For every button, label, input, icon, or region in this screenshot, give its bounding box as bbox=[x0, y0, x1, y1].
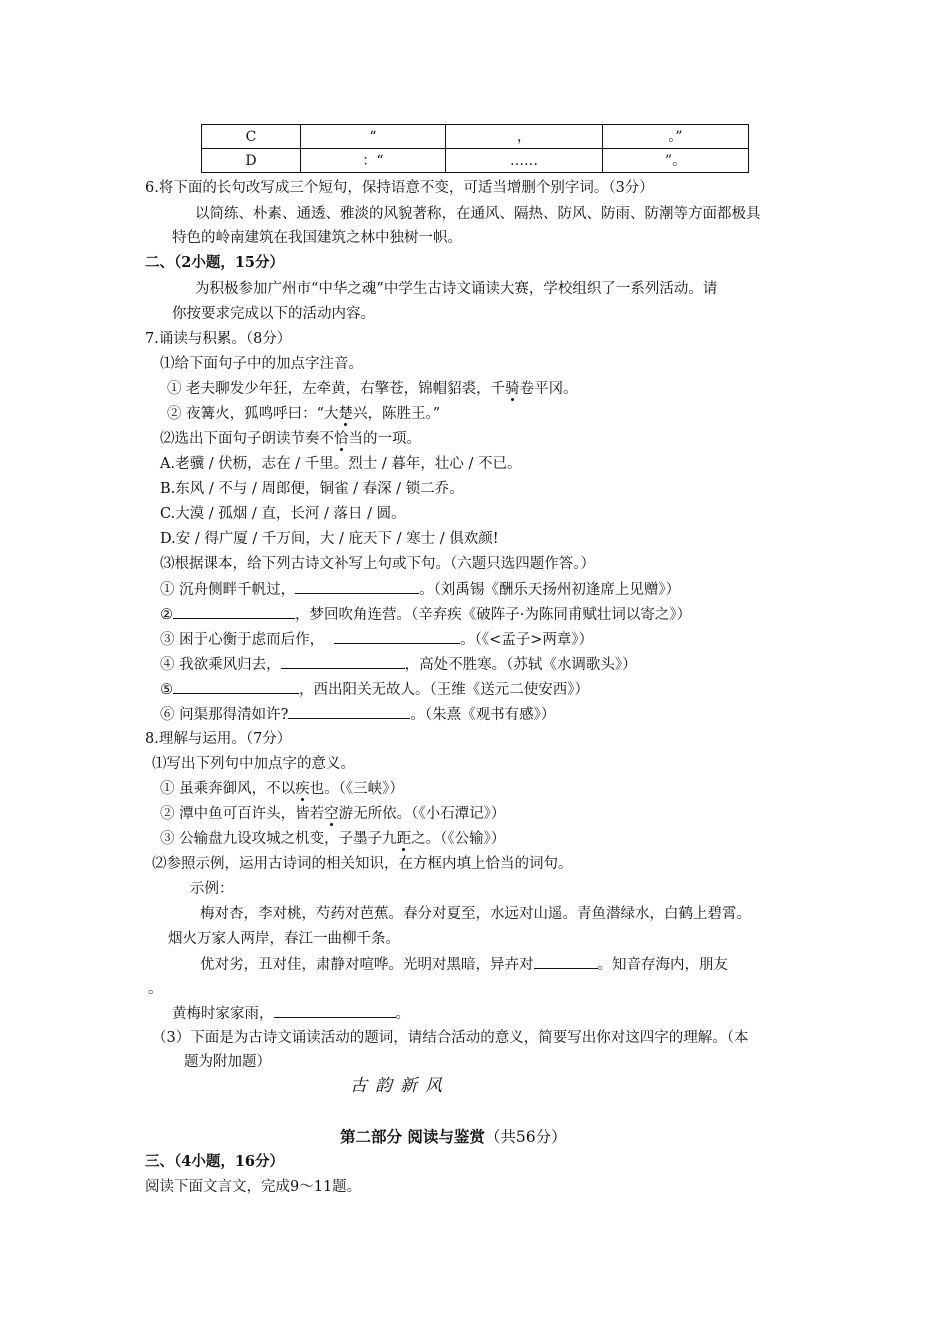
text: ④ 我欲乘风归去， bbox=[160, 657, 281, 673]
q6-stem: 6.将下面的长句改写成三个短句，保持语意不变，可适当增删个别字词。（3分） bbox=[145, 180, 654, 196]
motto-text: 古韵新风 bbox=[350, 1076, 450, 1096]
answer-blank[interactable] bbox=[295, 579, 419, 594]
answer-blank[interactable] bbox=[534, 954, 598, 969]
q8-part3: （3）下面是为古诗文诵读活动的题词，请结合活动的意义，简要写出你对这四字的理解。（本 bbox=[152, 1030, 749, 1046]
text: 黄梅时家家雨， bbox=[172, 1006, 274, 1022]
q7-option-d: D.安 / 得广厦 / 千万间，大 / 庇天下 / 寒士 / 俱欢颜! bbox=[160, 531, 499, 547]
q8-stem: 8.理解与运用。（7分） bbox=[145, 731, 292, 747]
text: 卷平冈。 bbox=[519, 381, 578, 397]
q7-stem: 7.诵读与积累。（8分） bbox=[145, 331, 292, 347]
q8-part1: ⑴写出下列句中加点字的意义。 bbox=[152, 756, 355, 772]
table-cell: “ bbox=[301, 125, 446, 149]
q6-text-line: 以简练、朴素、通透、雅淡的风貌著称，在通风、隔热、防风、防雨、防潮等方面都极具 bbox=[195, 206, 761, 222]
answer-blank[interactable] bbox=[334, 629, 460, 644]
q7-option-a: A.老骥 / 伏枥，志在 / 千里。烈士 / 暮年，壮心 / 不已。 bbox=[160, 456, 522, 472]
answer-blank[interactable] bbox=[281, 654, 405, 669]
example-line: 烟火万家人两岸，春江一曲柳千条。 bbox=[168, 931, 400, 947]
q8-part2: ⑵参照示例，运用古诗词的相关知识，在方框内填上恰当的词句。 bbox=[152, 856, 573, 872]
q7-fill-2 bbox=[160, 604, 691, 625]
q7-option-b: B.东风 / 不与 / 周郎便，铜雀 / 春深 / 锁二乔。 bbox=[160, 481, 464, 497]
text: ⑤ bbox=[160, 682, 173, 698]
q7-part1: ⑴给下面句子中的加点字注音。 bbox=[160, 356, 363, 372]
part2-title bbox=[340, 1127, 567, 1147]
dotted-char: 骑 bbox=[505, 381, 520, 397]
q7-part2 bbox=[160, 429, 421, 449]
text: 的一项。 bbox=[363, 431, 421, 447]
section-3-intro: 阅读下面文言文，完成9～11题。 bbox=[145, 1179, 362, 1195]
text: ① 老夫聊发少年狂，左牵黄，右擎苍，锦帽貂裘，千 bbox=[167, 381, 506, 397]
text: 第二部分 阅读与鉴赏 bbox=[340, 1127, 485, 1146]
text: 之。（《公输》） bbox=[411, 831, 506, 847]
answer-blank[interactable] bbox=[173, 679, 299, 694]
text: （共56分） bbox=[484, 1128, 567, 1146]
text: ③ 公输盘九设攻城之机变，子墨子九 bbox=[160, 831, 397, 847]
text: 游无所依。（《小石潭记》） bbox=[338, 806, 506, 822]
text: 。（朱熹《观书有感》） bbox=[410, 707, 556, 723]
dotted-char: 空 bbox=[324, 806, 339, 822]
text: ⑵选出下面句子朗读节奏 bbox=[160, 431, 320, 447]
text: ⑥ 问渠那得清如许? bbox=[160, 707, 289, 723]
q7-sentence-2 bbox=[167, 404, 440, 424]
section-2-intro: 为积极参加广州市“中华之魂”中学生古诗文诵读大赛，学校组织了一系列活动。请 bbox=[195, 281, 718, 297]
answer-options-table bbox=[201, 124, 749, 173]
q8-part3: 题为附加题） bbox=[184, 1054, 271, 1070]
q7-sentence-1 bbox=[167, 379, 578, 399]
answer-blank[interactable] bbox=[288, 704, 410, 719]
answer-blank[interactable] bbox=[274, 1003, 396, 1018]
q7-fill-5 bbox=[160, 679, 589, 700]
q8-sentence-2 bbox=[160, 804, 505, 824]
text: ，高处不胜寒。（苏轼《水调歌头》） bbox=[404, 657, 637, 673]
section-2-heading: 二、（2小题，15分） bbox=[145, 254, 285, 271]
text: ① 虽乘奔御风，不以 bbox=[160, 781, 296, 797]
q8-task-end: 。 bbox=[148, 981, 163, 997]
text: 。 bbox=[395, 1006, 410, 1022]
text: ② 潭中鱼可百许头，皆若 bbox=[160, 806, 325, 822]
table-cell: …… bbox=[446, 149, 603, 173]
text: ③ 困于心衡于虑而后作， bbox=[160, 632, 325, 648]
q8-sentence-3 bbox=[160, 829, 505, 849]
section-2-intro: 你按要求完成以下的活动内容。 bbox=[172, 306, 375, 322]
q8-task-line-2 bbox=[172, 1003, 410, 1024]
q8-task-line bbox=[200, 954, 728, 975]
text: ，西出阳关无故人。（王维《送元二使安西》） bbox=[299, 682, 589, 698]
q7-option-c: C.大漠 / 孤烟 / 直，长河 / 落日 / 圆。 bbox=[160, 506, 406, 522]
q7-fill-1 bbox=[160, 579, 680, 600]
table-cell: 。” bbox=[603, 125, 749, 149]
dotted-char: 不恰当 bbox=[319, 431, 363, 447]
section-3-heading: 三、（4小题，16分） bbox=[145, 1153, 285, 1170]
q7-fill-6 bbox=[160, 704, 555, 725]
text: ② 夜篝火，狐鸣呼曰：“大 bbox=[167, 406, 339, 422]
dotted-char: 楚 bbox=[338, 406, 354, 422]
q8-sentence-1 bbox=[160, 779, 404, 799]
table-cell: ”。 bbox=[603, 149, 749, 173]
text: 。（《<孟子>两章》） bbox=[460, 632, 594, 648]
table-cell: ， bbox=[446, 125, 603, 149]
text: 兴，陈胜王。” bbox=[353, 406, 441, 422]
table-row bbox=[202, 125, 749, 149]
dotted-char: 疾 bbox=[295, 781, 310, 797]
table-cell: C bbox=[202, 125, 301, 149]
text: ② bbox=[160, 607, 173, 623]
q7-fill-3 bbox=[160, 629, 593, 650]
answer-blank[interactable] bbox=[173, 604, 295, 619]
q7-fill-4 bbox=[160, 654, 637, 675]
text: ① 沉舟侧畔千帆过， bbox=[160, 582, 296, 598]
text: 也。（《三峡》） bbox=[309, 781, 404, 797]
text: 优对劣，丑对佳，肃静对喧哗。光明对黑暗，异卉对 bbox=[200, 957, 534, 973]
text: 。知音存海内，朋友 bbox=[597, 957, 728, 973]
example-label: 示例： bbox=[190, 881, 234, 897]
text: ，梦回吹角连营。（辛弃疾《破阵子·为陈同甫赋壮词以寄之》） bbox=[295, 607, 692, 623]
q7-part3: ⑶根据课本，给下列古诗文补写上句或下句。（六题只选四题作答。） bbox=[160, 556, 595, 572]
table-row bbox=[202, 149, 749, 173]
text: 。（刘禹锡《酬乐天扬州初逢席上见赠》） bbox=[419, 582, 681, 598]
table-cell: ：“ bbox=[301, 149, 446, 173]
example-line: 梅对杏，李对桃，芍药对芭蕉。春分对夏至，水远对山遥。青鱼潜绿水，白鹤上碧霄。 bbox=[200, 906, 751, 922]
table-cell: D bbox=[202, 149, 301, 173]
dotted-char: 距 bbox=[396, 831, 412, 847]
q6-text-line: 特色的岭南建筑在我国建筑之林中独树一帜。 bbox=[172, 230, 462, 246]
